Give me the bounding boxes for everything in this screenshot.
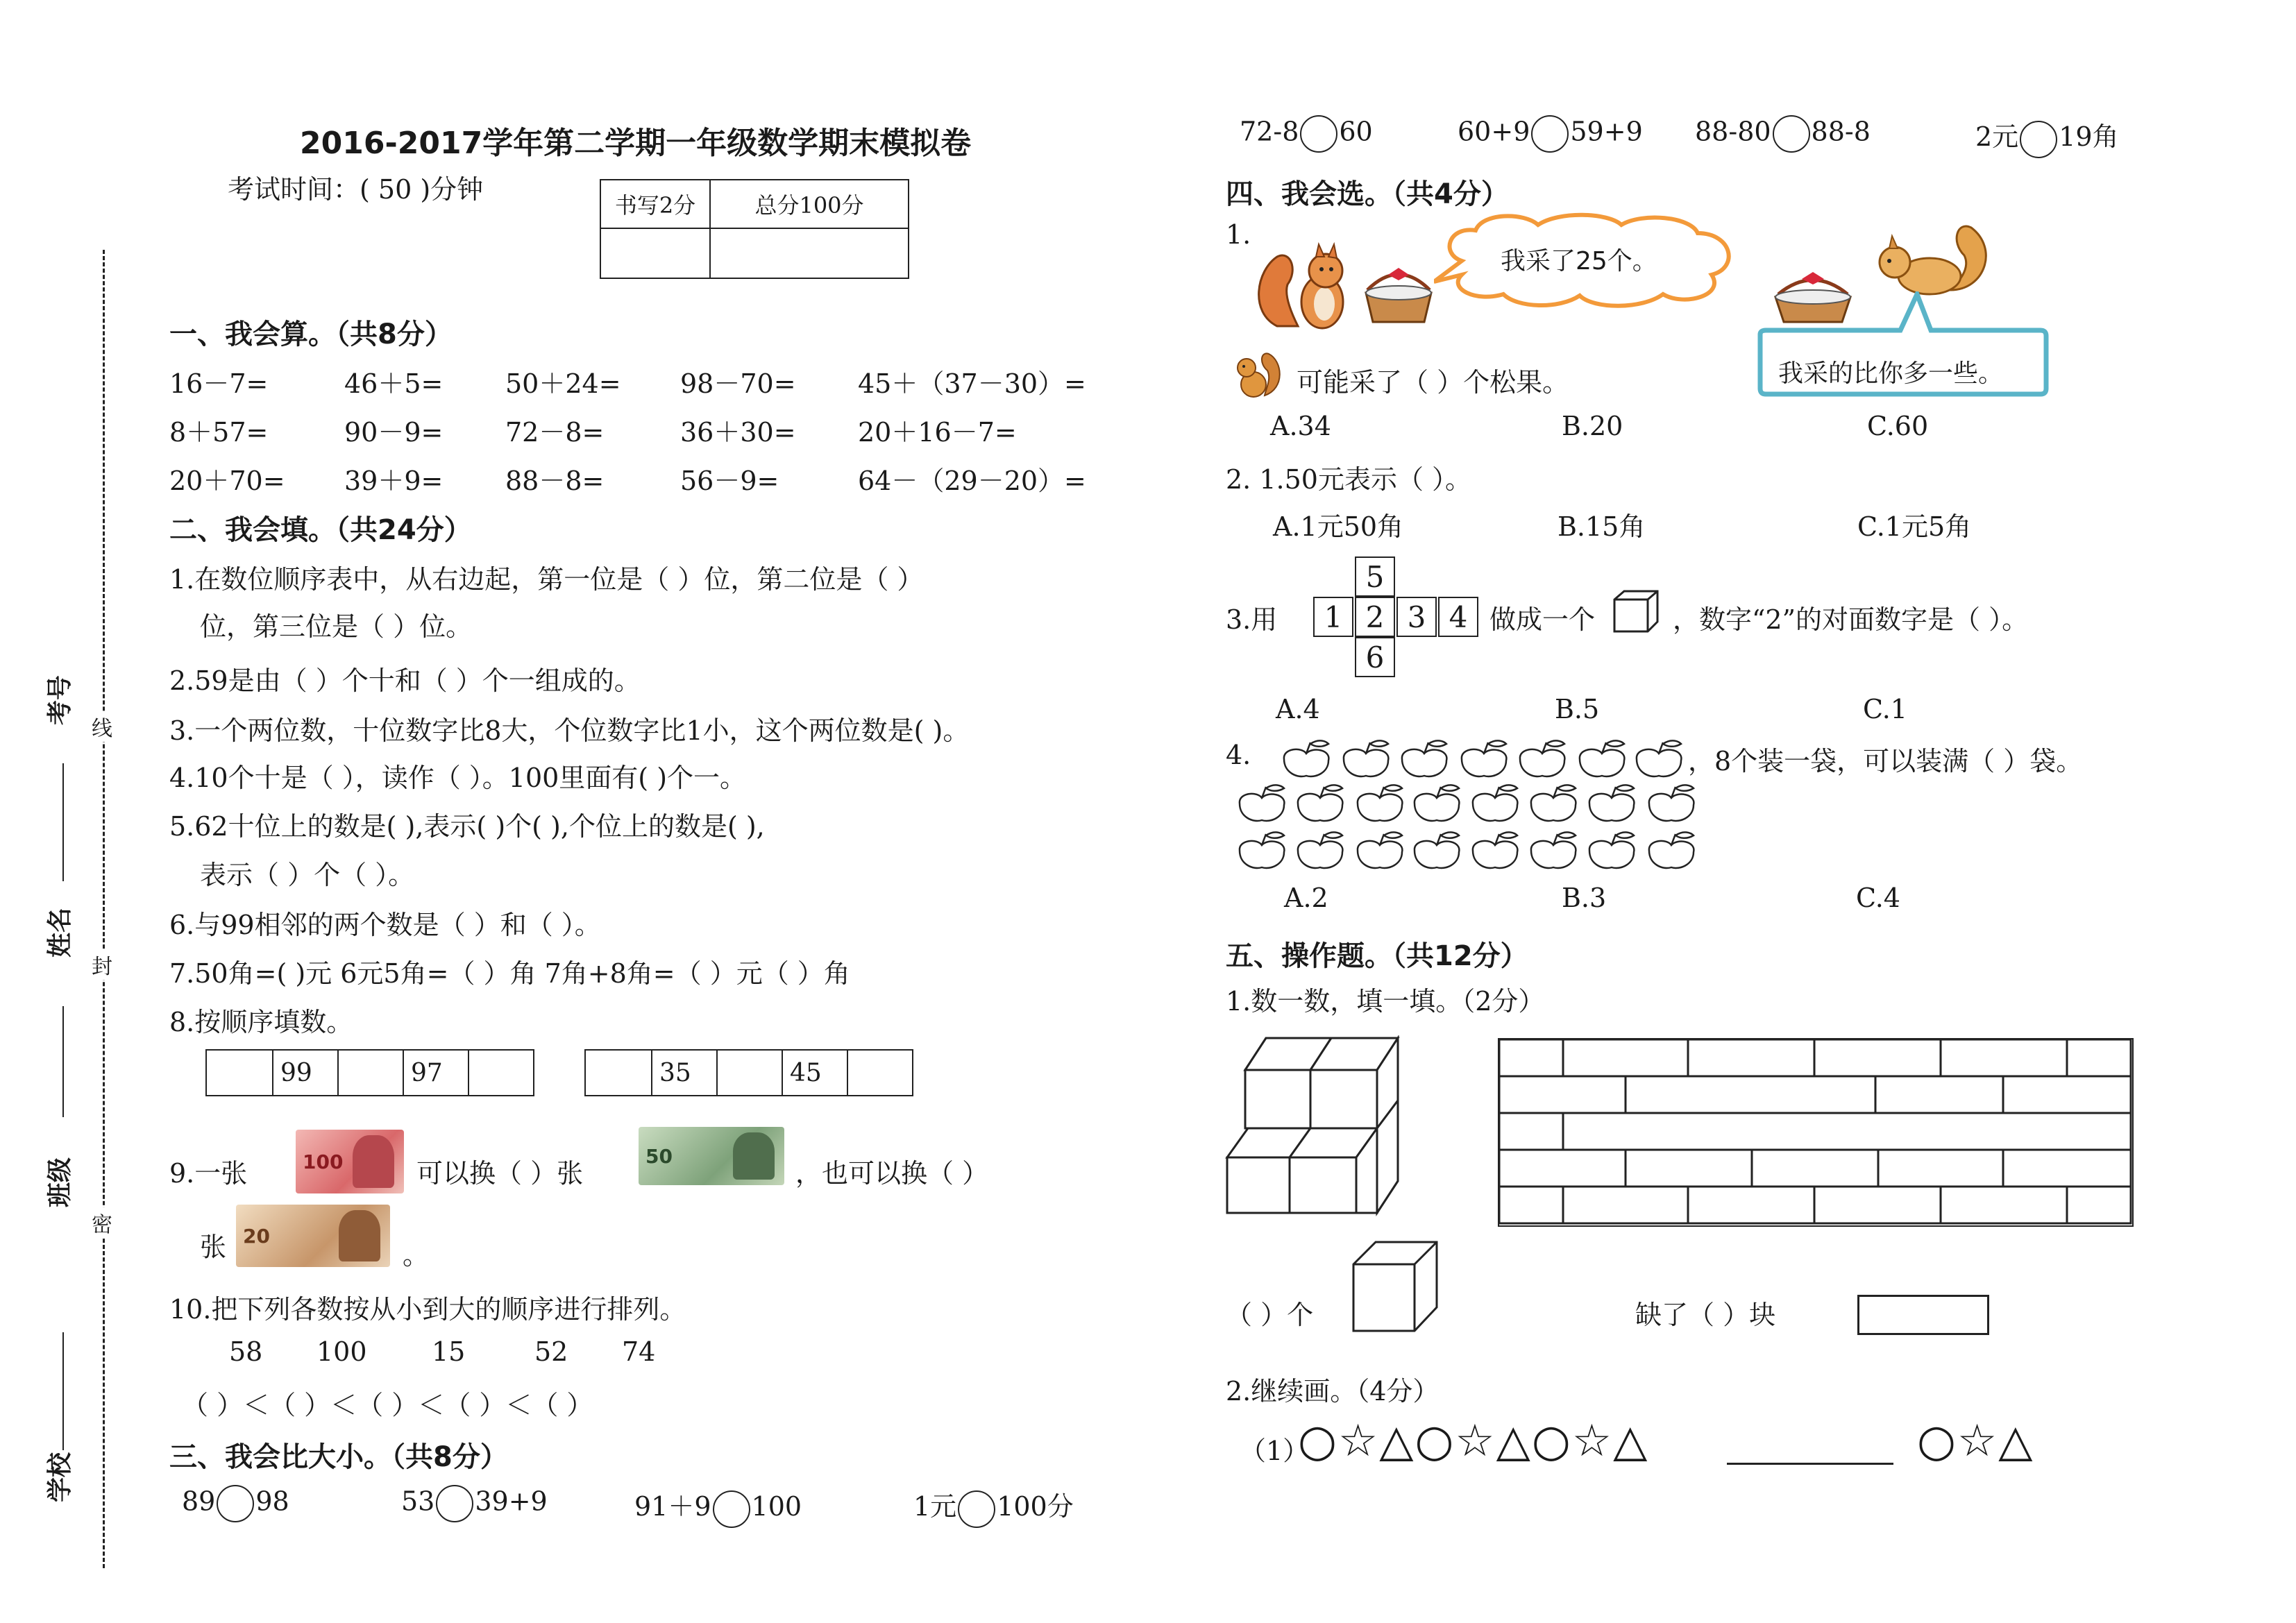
cube-icon [1612,588,1660,634]
calc-problem[interactable]: 45＋（37－30）= [858,368,1086,399]
choice-option[interactable]: A.2 [1284,883,1328,913]
brick [1814,1187,1941,1223]
cube-stack-diagram [1224,1035,1405,1230]
compare-item[interactable]: 89 98 [182,1485,289,1522]
calc-problem[interactable]: 64－（29－20）= [858,466,1086,496]
exam-title: 2016-2017学年第二学期一年级数学期末模拟卷 [300,126,972,161]
calc-problem[interactable]: 36＋30= [680,417,796,448]
fill-question-9a: 9.一张 [169,1158,248,1189]
apple-icon [1240,832,1284,868]
calc-problem[interactable]: 98－70= [680,368,796,399]
calc-problem[interactable]: 90－9= [344,417,444,448]
choice-option[interactable]: B.3 [1562,883,1607,913]
fill-question-2[interactable]: 2.59是由（ ）个十和（ ）个一组成的。 [169,665,641,696]
brick [1626,1150,1752,1187]
side-blank-school [62,1332,64,1450]
fill-question-10: 10.把下列各数按从小到大的顺序进行排列。 [169,1294,686,1325]
brick [1688,1039,1814,1076]
choice-question-3-prefix: 3.用 [1226,604,1278,635]
sequence-cell: 45 [782,1051,847,1095]
brick [1499,1113,1563,1150]
brick [1941,1039,2067,1076]
q10-order-answer[interactable]: （ ）＜（ ）＜（ ）＜（ ）＜（ ） [182,1390,593,1420]
q10-number: 74 [622,1336,656,1367]
brick [1626,1076,1875,1113]
single-cube-icon [1351,1239,1441,1334]
apple-icon [1402,740,1446,776]
sequence-box-2 [584,1049,913,1096]
seal-mark-mi: 密 [92,1207,112,1238]
fill-question-5b[interactable]: 表示（ ）个（ ）。 [200,860,415,890]
net-cell: 1 [1313,597,1353,637]
score-writing-label: 书写2分 [600,180,710,228]
choice-option[interactable]: B.20 [1562,411,1623,441]
apple-icon [1358,785,1402,821]
choice-q1-number: 1. [1226,219,1251,250]
sequence-cell: 35 [651,1051,716,1095]
shape-pattern-tail: ○☆△ [1917,1416,2034,1467]
choice-option[interactable]: C.60 [1867,411,1929,441]
section4-heading: 四、我会选。（共4分） [1226,178,1509,210]
calc-problem[interactable]: 72－8= [505,417,605,448]
speech-bubble-text-1: 我采了25个。 [1501,247,1657,275]
choice-question-1[interactable]: 可能采了（ ）个松果。 [1297,367,1569,398]
operation-answer-count[interactable]: （ ）个 [1226,1300,1314,1330]
apples-group-icon [1229,726,1728,872]
brick [1875,1076,2003,1113]
brick [1688,1187,1814,1223]
brick [2003,1150,2131,1187]
binding-dashed-line [103,250,105,1568]
squirrel-small-icon [1230,347,1283,400]
fill-question-7[interactable]: 7.50角=( )元 6元5角=（ ）角 7角+8角=（ ）元（ ）角 [169,958,850,989]
fill-question-5a[interactable]: 5.62十位上的数是( ),表示( )个( ),个位上的数是( ), [169,811,765,842]
compare-item[interactable]: 53 39+9 [401,1485,548,1522]
apple-icon [1473,832,1517,868]
q10-number: 52 [534,1336,568,1367]
brick [1499,1076,1626,1113]
apple-icon [1531,785,1576,821]
apple-icon [1462,740,1506,776]
banknote-20-value: 20 [243,1224,270,1248]
apple-icon [1637,740,1681,776]
apple-icon [1415,832,1459,868]
brick [1499,1039,1563,1076]
pattern-label: （1） [1240,1436,1310,1466]
fill-question-9d: 张 [200,1232,227,1262]
apple-icon [1344,740,1388,776]
score-writing-cell[interactable] [600,228,710,278]
choice-option[interactable]: B.5 [1555,694,1600,724]
sequence-cell[interactable] [207,1051,272,1095]
compare-circle[interactable] [1300,115,1337,153]
apple-icon [1531,832,1576,868]
operation-question-2: 2.继续画。（4分） [1226,1376,1440,1407]
choice-option[interactable]: A.1元50角 [1273,511,1404,542]
sequence-cell: 99 [272,1051,337,1095]
side-label-school: 学校 [46,1452,74,1502]
banknote-100-value: 100 [303,1150,344,1173]
calc-problem[interactable]: 56－9= [680,466,779,496]
brick [2067,1039,2131,1076]
q10-number: 100 [316,1336,367,1367]
apple-icon [1415,785,1459,821]
compare-item[interactable]: 1元 100分 [913,1485,1074,1528]
operation-question-1: 1.数一数，填一填。（2分） [1226,986,1545,1017]
net-cell: 2 [1355,597,1395,637]
apple-icon [1589,785,1634,821]
choice-option[interactable]: C.4 [1856,883,1900,913]
choice-question-2[interactable]: 2. 1.50元表示（ ）。 [1226,464,1472,495]
brick [1752,1150,1878,1187]
calc-problem[interactable]: 39＋9= [344,466,444,496]
apple-icon [1649,785,1694,821]
choice-option[interactable]: C.1 [1863,694,1907,724]
side-label-id: 考号 [46,674,74,725]
section5-heading: 五、操作题。（共12分） [1226,940,1528,972]
calc-problem[interactable]: 46＋5= [344,368,444,399]
q10-number: 58 [229,1336,263,1367]
choice-option[interactable]: A.34 [1270,411,1331,441]
choice-question-3-mid: 做成一个 [1489,604,1596,635]
calc-problem[interactable]: 20＋16－7= [858,417,1017,448]
net-cell: 3 [1396,597,1437,637]
fill-question-9e: 。 [403,1240,430,1271]
choice-question-4[interactable]: ，8个装一袋，可以装满（ ）袋。 [1688,746,2083,776]
brick [1499,1187,1563,1223]
fill-question-1b[interactable]: 位，第三位是（ ）位。 [200,611,473,642]
sequence-cell: 97 [403,1051,468,1095]
net-cell-top: 5 [1355,556,1395,597]
banknote-50-yuan-icon [639,1127,784,1185]
sequence-cell[interactable] [847,1051,912,1095]
apple-icon [1298,832,1342,868]
banknote-50-value: 50 [645,1144,673,1168]
calc-problem[interactable]: 8＋57= [169,417,269,448]
calc-problem[interactable]: 88－8= [505,466,605,496]
calc-problem[interactable]: 16－7= [169,368,269,399]
compare-item[interactable]: 91＋9 100 [634,1485,802,1528]
compare-item[interactable]: 72-8 60 [1240,115,1373,153]
calc-problem[interactable]: 20＋70= [169,466,285,496]
basket-icon [1360,262,1437,326]
exam-time: 考试时间：( 50 )分钟 [228,174,484,205]
score-total-cell[interactable] [710,228,909,278]
choice-question-3[interactable]: ，数字“2”的对面数字是（ ）。 [1673,604,2029,635]
apple-icon [1520,740,1564,776]
net-cell-bottom: 6 [1355,637,1395,677]
fill-question-3[interactable]: 3.一个两位数，十位数字比8大，个位数字比1小，这个两位数是( )。 [169,715,970,746]
apple-icon [1358,832,1402,868]
brick [1941,1187,2067,1223]
apple-icon [1284,740,1328,776]
choice-option[interactable]: A.4 [1276,694,1320,724]
side-blank-name [62,763,64,881]
compare-circle[interactable] [1773,115,1810,153]
apple-icon [1240,785,1284,821]
apple-icon [1298,785,1342,821]
q10-number: 15 [432,1336,466,1367]
section2-heading: 二、我会填。（共24分） [169,514,472,546]
banknote-100-yuan-icon [296,1130,404,1193]
seal-mark-feng: 封 [92,949,112,980]
score-table [600,179,909,279]
fill-question-4[interactable]: 4.10个十是（ ），读作（ ）。100里面有( )个一。 [169,763,747,793]
brick [1878,1150,2003,1187]
side-label-class: 班级 [46,1157,74,1207]
brick [1563,1039,1688,1076]
side-blank-class [62,1006,64,1117]
calc-problem[interactable]: 50＋24= [505,368,621,399]
choice-question-4-number: 4. [1226,740,1251,770]
fill-question-6[interactable]: 6.与99相邻的两个数是（ ）和（ ）。 [169,910,601,940]
compare-item[interactable]: 2元 19角 [1975,115,2119,158]
fill-question-9c[interactable]: ，也可以换（ ） [795,1158,989,1189]
sequence-box-1 [205,1049,534,1096]
sequence-cell[interactable] [586,1051,651,1095]
shape-pattern: ○☆△○☆△○☆△ [1298,1416,1649,1467]
apple-icon [1473,785,1517,821]
speech-bubble-text-2: 我采的比你多一些。 [1778,359,2004,388]
fill-question-1a[interactable]: 1.在数位顺序表中，从右边起，第一位是（ ）位，第二位是（ ） [169,564,924,595]
net-cell: 4 [1438,597,1478,637]
compare-item[interactable]: 88-80 88-8 [1695,115,1871,153]
compare-circle[interactable] [1531,115,1569,153]
compare-circle[interactable] [436,1485,473,1522]
compare-circle[interactable] [2020,121,2057,158]
compare-circle[interactable] [713,1490,750,1528]
compare-circle[interactable] [958,1490,995,1528]
choice-option[interactable]: C.1元5角 [1857,511,1972,542]
apple-icon [1580,740,1624,776]
brick [2003,1076,2131,1113]
brick [1563,1113,2131,1150]
sequence-cell[interactable] [468,1051,533,1095]
sequence-cell[interactable] [716,1051,782,1095]
brick-wall-lines [1498,1038,2132,1225]
apple-icon [1589,832,1634,868]
sequence-cell[interactable] [337,1051,403,1095]
compare-item[interactable]: 60+9 59+9 [1458,115,1643,153]
fill-question-8: 8.按顺序填数。 [169,1007,353,1037]
brick [1563,1187,1688,1223]
brick [2067,1187,2131,1223]
squirrel-icon [1249,229,1367,333]
pattern-answer-blank[interactable] [1727,1463,1893,1465]
brick [1499,1150,1626,1187]
side-label-name: 姓名 [46,907,74,958]
operation-answer-missing[interactable]: 缺了（ ）块 [1635,1300,1776,1330]
section1-heading: 一、我会算。（共8分） [169,318,453,350]
apple-icon [1649,832,1694,868]
seal-mark-xian: 线 [92,711,112,742]
banknote-20-yuan-icon [236,1205,390,1267]
brick-block-icon [1857,1295,1989,1335]
fill-question-9b[interactable]: 可以换（ ）张 [416,1158,584,1189]
score-total-label: 总分100分 [710,180,909,228]
section3-heading: 三、我会比大小。（共8分） [169,1441,508,1473]
compare-circle[interactable] [217,1485,254,1522]
choice-option[interactable]: B.15角 [1558,511,1646,542]
brick [1814,1039,1941,1076]
